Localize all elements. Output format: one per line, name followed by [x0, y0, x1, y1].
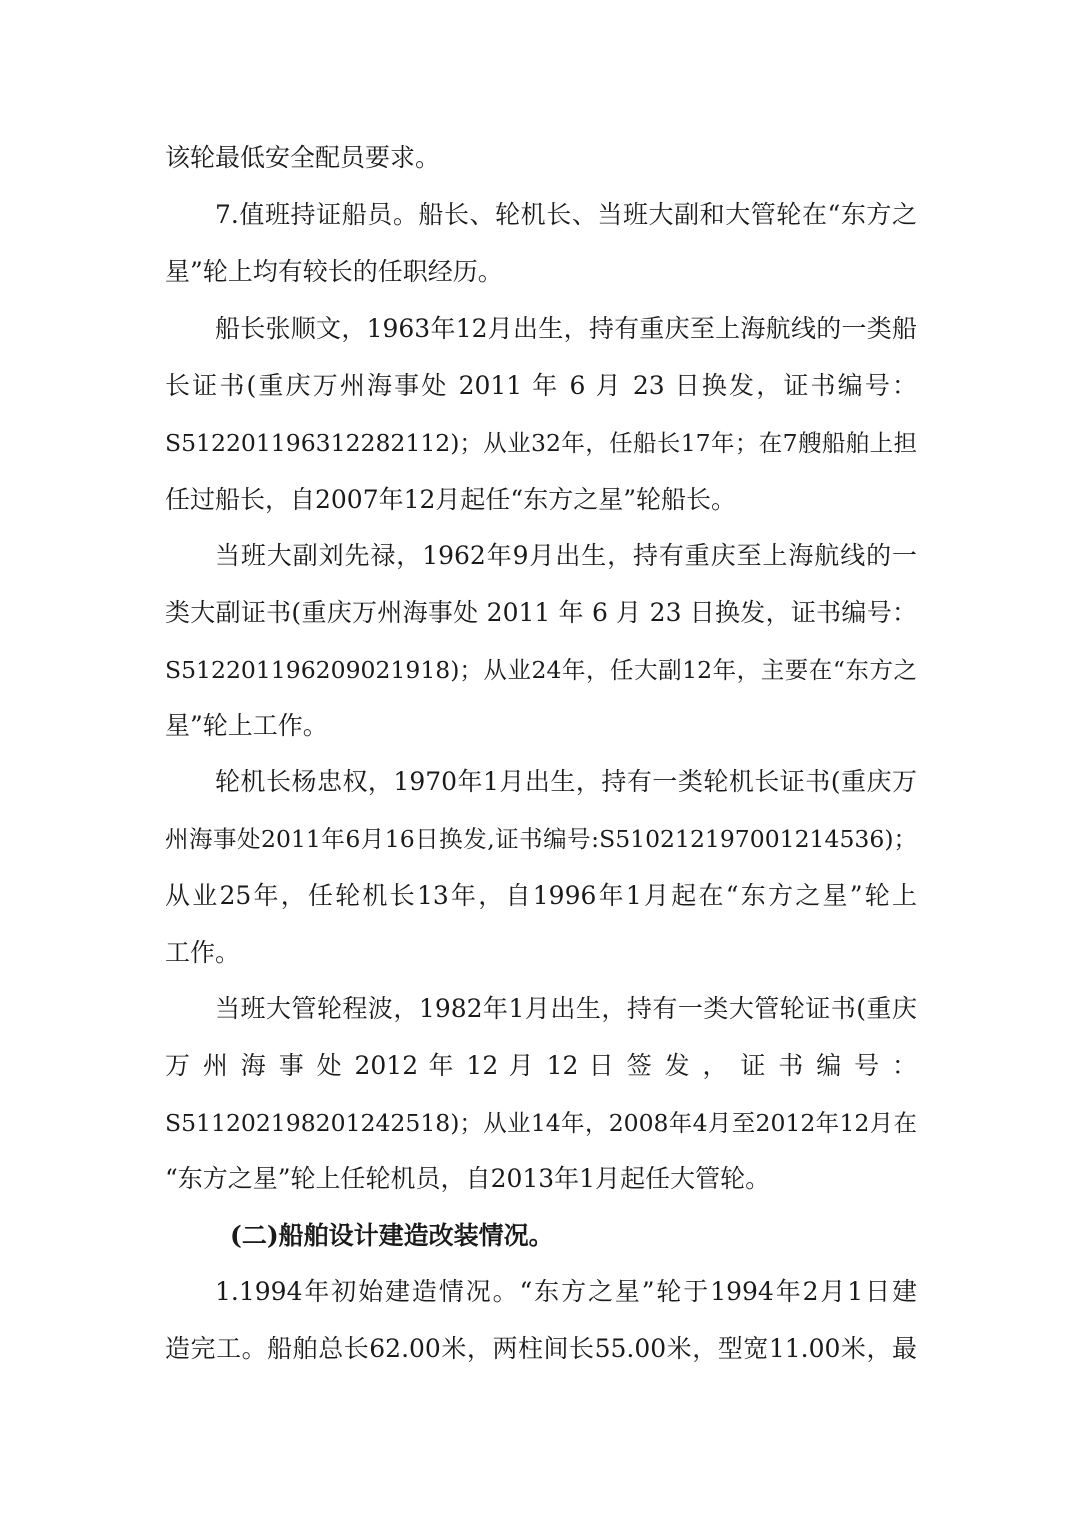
- paragraph-line: 类大副证书(重庆万州海事处 2011 年 6 月 23 日换发，证书编号：: [165, 598, 917, 627]
- paragraph-line: 造完工。船舶总长62.00米，两柱间长55.00米，型宽11.00米，最: [165, 1334, 917, 1363]
- paragraph-line: 该轮最低安全配员要求。: [165, 143, 441, 172]
- paragraph-line: 当班大管轮程波，1982年1月出生，持有一类大管轮证书(重庆: [215, 994, 917, 1023]
- paragraph-line: 州海事处2011年6月16日换发,证书编号:S510212197001214536)；: [165, 825, 917, 853]
- paragraph-line: 万 州 海 事 处 2012 年 12 月 12 日 签 发 ， 证 书 编 号 ：: [165, 1051, 917, 1080]
- paragraph-line: 7.值班持证船员。船长、轮机长、当班大副和大管轮在“东方之: [215, 200, 917, 229]
- paragraph-line: 星”轮上工作。: [165, 711, 328, 740]
- paragraph-line: 任过船长，自2007年12月起任“东方之星”轮船长。: [165, 485, 736, 514]
- paragraph-line: S512201196209021918)；从业24年，任大副12年，主要在“东方之: [165, 656, 917, 684]
- section-heading: (二)船舶设计建造改装情况。: [230, 1221, 554, 1250]
- paragraph-line: S512201196312282112)；从业32年，任船长17年；在7艘船舶上担: [165, 429, 917, 457]
- paragraph-line: 工作。: [165, 938, 241, 967]
- paragraph-line: 轮机长杨忠权，1970年1月出生，持有一类轮机长证书(重庆万: [215, 767, 917, 796]
- paragraph-line: 1.1994年初始建造情况。“东方之星”轮于1994年2月1日建: [215, 1277, 917, 1306]
- paragraph-line: 从业25年，任轮机长13年，自1996年1月起在“东方之星”轮上: [165, 881, 917, 910]
- paragraph-line: 长证书(重庆万州海事处 2011 年 6 月 23 日换发，证书编号：: [165, 371, 917, 400]
- paragraph-line: 船长张顺文，1963年12月出生，持有重庆至上海航线的一类船: [215, 314, 917, 343]
- paragraph-line: 当班大副刘先禄，1962年9月出生，持有重庆至上海航线的一: [215, 541, 917, 570]
- paragraph-line: “东方之星”轮上任轮机员，自2013年1月起任大管轮。: [165, 1164, 771, 1193]
- paragraph-line: S511202198201242518)；从业14年，2008年4月至2012年12月在: [165, 1109, 917, 1137]
- paragraph-line: 星”轮上均有较长的任职经历。: [165, 257, 503, 286]
